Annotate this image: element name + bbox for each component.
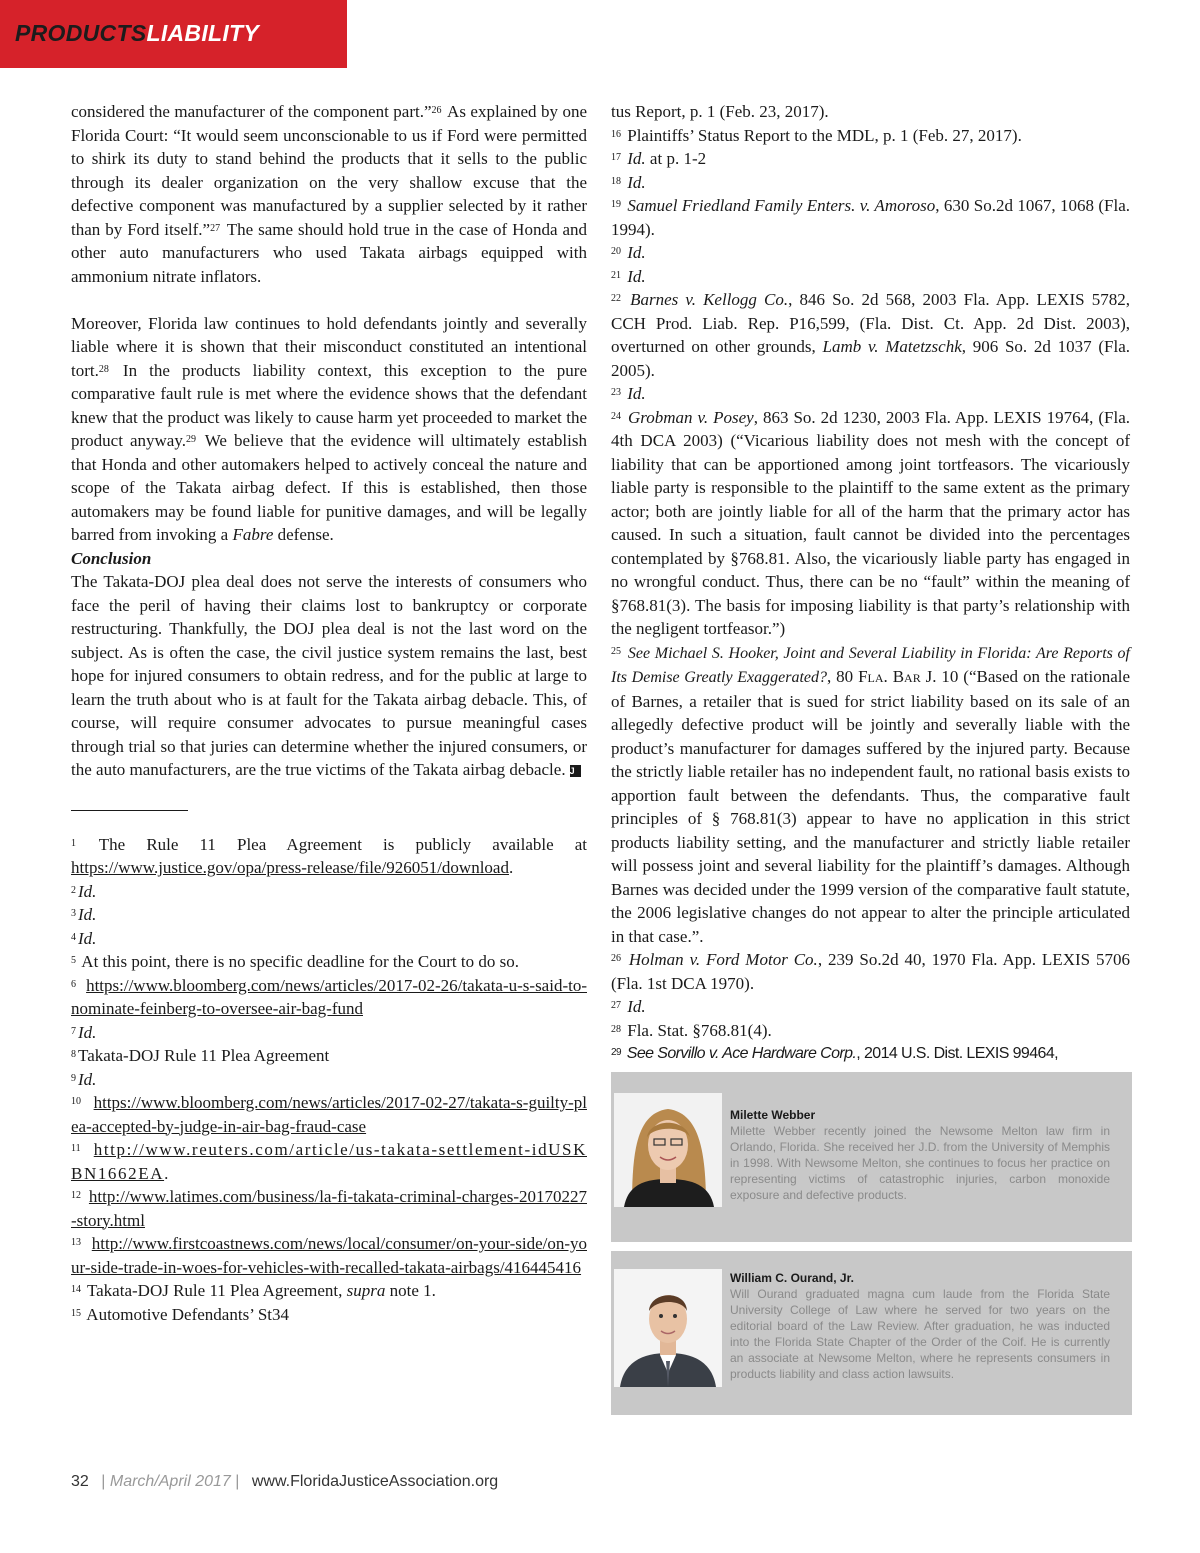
bio-text (730, 1270, 1110, 1382)
footnote: $^{22}$ Barnes v. Kellogg Co., 846 So. 2d 568, 2003 Fla. App. LEXIS 5782, CCH Prod. Liab. Rep. P16,599, (Fla. Dist. Ct. App. 2d Dist. 2003), overturned on other grounds, Lamb v. Matetzschk, 906 So. 2d 1037 (Fla. 2005). (611, 290, 1131, 380)
right-column (611, 100, 1130, 1066)
footnote: $^{12}$ http://www.latimes.com/business/la-fi-takata-criminal-charges-20170227-story.html (71, 1187, 587, 1230)
footnote: $^{27}$ Id. (611, 997, 646, 1016)
footnote: $^{21}$ Id. (611, 266, 646, 286)
body-paragraph: The Takata-DOJ plea deal does not serve the interests of consumers who face the peril of having their claims lost to bankruptcy or corporate restructuring. Thankfully, the DOJ plea deal is not the last word on the subject. As is often the case, the civil justice system remains the last, best hope for injured consumers to obtain redress, and for the public at large to learn the truth about who is at fault for the Takata airbag debacle. This, of course, will require consumer advocates to pursue meaningful cases through trial so that juries can determine whether the injured consumers, or the auto manufacturers, are the true victims of the Takata airbag debacle. J (71, 572, 587, 779)
bio-text (730, 1107, 1110, 1203)
footnote-link[interactable]: http://www.firstcoastnews.com/news/local/consumer/on-your-side/on-your-side-trade-in-woes-for-vehicles-with-recalled-takata-airbags/416445416 (71, 1234, 587, 1277)
bio-description: Milette Webber recently joined the Newsome Melton law firm in Orlando, Florida. She received her J.D. from the University of Memphis in 1998. With Newsome Melton, she continues to focus her practice on representing victims of catastrophic injuries, carbon monoxide exposure and defective products. (730, 1124, 1110, 1202)
footnote: $^{25}$ See Michael S. Hooker, Joint and Several Liability in Florida: Are Reports of Its Demise Greatly Exaggerated?, 80 Fla. Bar J. 10 (“Based on the rationale of Barnes, a retailer that is sued for strict liability based on its sale of an allegedly defective product will be jointly and severally liable with the product’s manufacturer for damages suffered by the injured party. Because the strictly liable retailer has no independent fault, no rational basis exists to apportion fault between the defendants. Thus, the comparative fault principles of § 768.81(3) appear to have no application in this strict products liability setting, and the manufacturer and strictly liable retailer will possess joint and several liability for the plaintiff’s damages. Although Barnes was decided under the 1999 version of the comparative fault statute, the 2006 legislative changes do not appear to alter the principle articulated in that case.”. (611, 644, 1131, 946)
footnote: $^7$ Id. (71, 1022, 97, 1042)
footnote: $^{13}$ http://www.firstcoastnews.com/news/local/consumer/on-your-side/on-your-side-trade-in-woes-for-vehicles-with-recalled-takata-airbags/416445416 (71, 1234, 587, 1277)
section-tab (0, 0, 347, 68)
website-link[interactable]: www.FloridaJusticeAssociation.org (251, 1473, 499, 1490)
page-number: 32 (71, 1473, 89, 1490)
portrait-icon (614, 1093, 722, 1207)
footnote: $^{14}$ Takata-DOJ Rule 11 Plea Agreement, supra note 1. (71, 1281, 436, 1300)
footnote: $^{23}$ Id. (611, 384, 646, 403)
footnote: $^{29}$ See Sorvillo v. Ace Hardware Corp., 2014 U.S. Dist. LEXIS 99464, (611, 1045, 1058, 1062)
conclusion-heading: Conclusion (71, 548, 152, 568)
footnote: $^{10}$ https://www.bloomberg.com/news/articles/2017-02-27/takata-s-guilty-plea-accepted-by-judge-in-air-bag-fraud-case (71, 1093, 587, 1136)
footnote: $^{15}$ Automotive Defendants’ St34 (71, 1304, 290, 1324)
footnote: $^1$ The Rule 11 Plea Agreement is publicly available at https://www.justice.gov/opa/press-release/file/926051/download. (71, 834, 587, 877)
author-name: Milette Webber (730, 1108, 816, 1122)
footnote-link[interactable]: https://www.bloomberg.com/news/articles/2017-02-26/takata-u-s-said-to-nominate-feinberg-to-oversee-air-bag-fund (71, 975, 587, 1018)
footnote: $^{17}$ Id. at p. 1-2 (611, 149, 707, 168)
body-paragraph: considered the manufacturer of the component part.”$^{26}$ As explained by one Florida Court: “It would seem unconscionable to us if Ford were permitted to shirk its duty to stand behind the products that it sells to the public through its dealer organization on the very shallow excuse that the defective component was manufactured by a supplier selected by it rather than by Ford itself.”$^{27}$ The same should hold true in the case of Honda and other auto manufacturers who used Takata airbags equipped with ammonium nitrate inflators. (71, 102, 588, 286)
left-column (71, 100, 587, 1326)
footer-separator: | (101, 1473, 106, 1490)
bio-description: Will Ourand graduated magna cum laude from the Florida State University College of Law where he served for two years on the editorial board of the Law Review. After graduation, he was inducted into the Florida State Chapter of the Order of the Coif. He is currently an associate at Newsome Melton, where he represents consumers in products liability and class action lawsuits. (730, 1287, 1110, 1381)
footnote: tus Report, p. 1 (Feb. 23, 2017). (611, 102, 829, 121)
footnote-link[interactable]: http://www.reuters.com/article/us-takata-settlement-idUSKBN1662EA (71, 1140, 587, 1183)
footnote: $^{28}$ Fla. Stat. §768.81(4). (611, 1020, 772, 1040)
footnote: $^6$ https://www.bloomberg.com/news/articles/2017-02-26/takata-u-s-said-to-nominate-feinberg-to-oversee-air-bag-fund (71, 975, 587, 1018)
footnote-divider (71, 810, 188, 811)
footnote: $^{16}$ Plaintiffs’ Status Report to the MDL, p. 1 (Feb. 27, 2017). (611, 125, 1022, 145)
footnote: $^5$ At this point, there is no specific deadline for the Court to do so. (71, 952, 519, 971)
footnote: $^{11}$ http://www.reuters.com/article/us-takata-settlement-idUSKBN1662EA. (71, 1140, 587, 1183)
footnote-link[interactable]: https://www.bloomberg.com/news/articles/2017-02-27/takata-s-guilty-plea-accepted-by-judge-in-air-bag-fraud-case (71, 1093, 587, 1136)
footnote: $^{24}$ Grobman v. Posey, 863 So. 2d 1230, 2003 Fla. App. LEXIS 19764, (Fla. 4th DCA 2003) (“Vicarious liability does not mesh with the concept of liability that can be apportioned among joint tortfeasors. The vicariously liable party is responsible to the plaintiff to the same extent as the primary actor; both are jointly liable for all of the harm that the primary actor has caused. In such a situation, fault cannot be divided into the percentages contemplated by §768.81. Also, the vicariously liable party has engaged in no wrongful conduct. Thus, there can be no “fault” within the meaning of §768.81(3). The basis for imposing liability is that party’s relationship with the negligent tortfeasor.”) (611, 407, 1131, 638)
section-title: PRODUCTSLIABILITY (15, 20, 260, 46)
footnote: $^4$ Id. (71, 928, 97, 948)
author-photo (614, 1093, 722, 1207)
portrait-icon (614, 1269, 722, 1387)
footnote: $^{20}$ Id. (611, 243, 646, 262)
footnote: $^3$ Id. (71, 905, 97, 924)
footnote-link[interactable]: http://www.latimes.com/business/la-fi-takata-criminal-charges-20170227-story.html (71, 1187, 587, 1230)
body-paragraph: Moreover, Florida law continues to hold defendants jointly and severally liable where it is shown that their misconduct constituted an intentional tort.$^{28}$ In the products liability context, this exception to the pure comparative fault rule is met where the evidence shows that the defendant knew that the product was likely to cause harm yet proceeded to market the product anyway.$^{29}$ We believe that the evidence will ultimately establish that Honda and other automakers helped to actively conceal the nature and scope of the Takata airbag defect. If this is established, then those automakers may be found liable for punitive damages, and will be legally barred from invoking a Fabre defense. (71, 313, 587, 544)
author-photo (614, 1269, 722, 1387)
issue-date: March/April 2017 (109, 1473, 231, 1490)
footnote: $^9$ Id. (71, 1069, 97, 1089)
footer-separator: | (235, 1473, 240, 1490)
footnote: $^{18}$ Id. (611, 172, 646, 192)
footnote: $^{19}$ Samuel Friedland Family Enters. v. Amoroso, 630 So.2d 1067, 1068 (Fla. 1994). (611, 196, 1131, 239)
author-name: William C. Ourand, Jr. (730, 1271, 854, 1285)
author-bio-card (611, 1251, 1132, 1415)
footnote: $^2$ Id. (71, 881, 97, 901)
footnote-link[interactable]: https://www.justice.gov/opa/press-release/file/926051/download (71, 858, 509, 877)
page-footer (71, 1473, 498, 1491)
footnote: $^{26}$ Holman v. Ford Motor Co., 239 So.2d 40, 1970 Fla. App. LEXIS 5706 (Fla. 1st DCA 1970). (611, 950, 1130, 993)
end-mark-icon: J (570, 765, 581, 777)
author-bio-card (611, 1072, 1132, 1242)
footnote: $^8$ Takata-DOJ Rule 11 Plea Agreement (71, 1046, 330, 1065)
